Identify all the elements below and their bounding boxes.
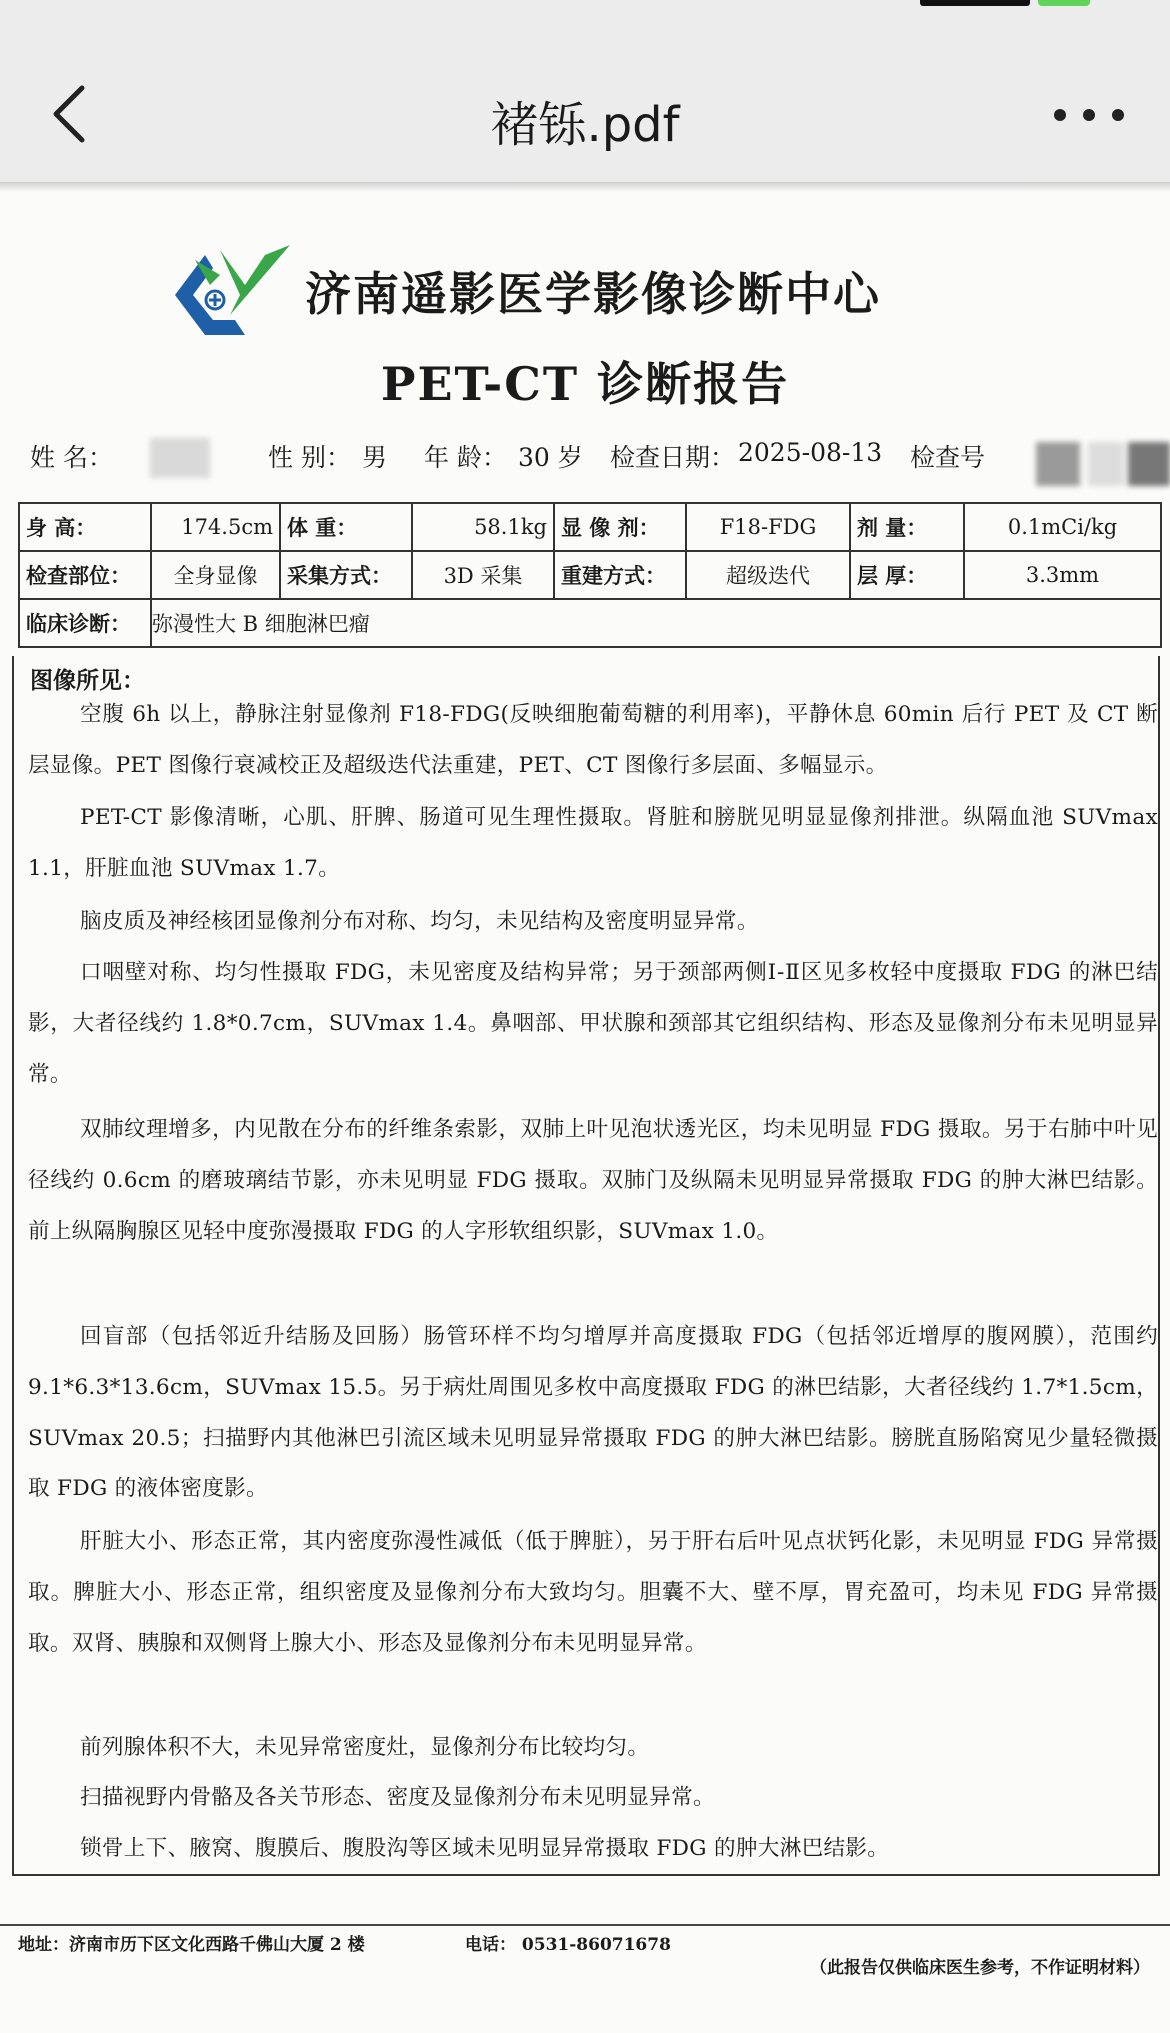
exam-number-redaction [1128,442,1170,486]
more-options-button[interactable] [1054,100,1124,130]
slice-label: 层 厚： [850,551,964,599]
footer-note: （此报告仅供临床医生参考，不作证明材料） [810,1958,1150,1978]
footer-address: 地址：济南市历下区文化西路千佛山大厦 2 楼 [18,1935,365,1955]
slice-value: 3.3mm [964,551,1161,599]
finding-paragraph: 前列腺体积不大，未见异常密度灶，显像剂分布比较均匀。 [80,1735,650,1760]
acquisition-value: 3D 采集 [412,551,554,599]
finding-paragraph: 肝脏大小、形态正常，其内密度弥漫性减低（低于脾脏），另于肝右后叶见点状钙化影，未见明显 FDG 异常摄取。脾脏大小、形态正常，组织密度及显像剂分布大致均匀。胆囊不大、壁不厚，胃充盈可，均未见 FDG 异常摄取。双肾、胰腺和双侧肾上腺大小、形态及显像剂分布未见明显异常。 [28,1529,1158,1656]
finding-paragraph: 空腹 6h 以上，静脉注射显像剂 F18-FDG(反映细胞葡萄糖的利用率)，平静休息 60min 后行 PET 及 CT 断层显像。PET 图像行衰减校正及超级迭代法重建，PET、CT 图像行多层面、多幅显示。 [28,702,1158,778]
finding-paragraph: 口咽壁对称、均匀性摄取 FDG，未见密度及结构异常；另于颈部两侧Ⅰ-Ⅱ区见多枚轻中度摄取 FDG 的淋巴结影，大者径线约 1.8*0.7cm，SUVmax 1.4。鼻咽部、甲状腺和颈部其它组织结构、形态及显像剂分布未见明显异常。 [28,960,1158,1087]
age-value: 30 岁 [518,443,583,472]
table-row [19,599,1161,647]
site-value: 全身显像 [151,551,280,599]
reconstruction-value: 超级迭代 [686,551,850,599]
dose-value: 0.1mCi/kg [964,503,1161,551]
clinical-diagnosis-value: 弥漫性大 B 细胞淋巴瘤 [151,599,1161,647]
agent-label: 显 像 剂： [554,503,686,551]
table-row [19,503,1161,551]
name-redaction [150,438,210,478]
more-dots-icon [1083,109,1095,121]
finding-paragraph: 双肺纹理增多，内见散在分布的纤维条索影，双肺上叶见泡状透光区，均未见明显 FDG 摄取。另于右肺中叶见径线约 0.6cm 的磨玻璃结节影，亦未见明显 FDG 摄取。双肺门及纵隔未见明显异常摄取 FDG 的肿大淋巴结影。前上纵隔胸腺区见轻中度弥漫摄取 FDG 的人字形软组织影，SUVmax 1.0。 [28,1117,1158,1244]
clinical-diagnosis-label: 临床诊断： [19,599,151,647]
exam-number-redaction [1036,442,1080,486]
weight-label: 体 重： [280,503,412,551]
more-dots-icon [1112,109,1124,121]
finding-paragraph: 脑皮质及神经核团显像剂分布对称、均匀，未见结构及密度明显异常。 [80,909,759,934]
findings-heading: 图像所见： [30,667,145,694]
age-label: 年 龄： [424,443,507,472]
hospital-logo-icon [165,240,295,340]
battery-icon [1038,0,1090,6]
exam-date-label: 检查日期： [610,443,736,472]
finding-paragraph: 锁骨上下、腋窝、腹膜后、腹股沟等区域未见明显异常摄取 FDG 的肿大淋巴结影。 [80,1836,890,1861]
report-title: PET-CT 诊断报告 [380,357,790,411]
more-dots-icon [1054,109,1066,121]
acquisition-label: 采集方式： [280,551,412,599]
height-value: 174.5cm [151,503,280,551]
page-shadow [0,182,1170,192]
gender-value: 男 [362,443,388,472]
name-label: 姓 名： [30,443,113,472]
document-title: 褚铄.pdf [490,97,680,153]
exam-number-redaction [1088,442,1124,486]
dose-label: 剂 量： [850,503,964,551]
exam-number-label: 检查号 [910,443,986,472]
table-row [19,551,1161,599]
footer-phone: 电话： 0531-86071678 [465,1935,671,1955]
signal-icon [920,0,1030,6]
status-bar [0,0,1170,22]
nav-bar [0,22,1170,182]
site-label: 检查部位： [19,551,151,599]
agent-value: F18-FDG [686,503,850,551]
height-label: 身 高： [19,503,151,551]
exam-date-value: 2025-08-13 [738,438,883,467]
center-name: 济南遥影医学影像诊断中心 [305,267,881,321]
finding-paragraph: 回盲部（包括邻近升结肠及回肠）肠管环样不均匀增厚并高度摄取 FDG（包括邻近增厚的腹网膜），范围约 9.1*6.3*13.6cm，SUVmax 15.5。另于病灶周围见多枚中高度摄取 FDG 的淋巴结影，大者径线约 1.7*1.5cm，SUVmax 20.5；扫描野内其他淋巴引流区域未见明显异常摄取 FDG 的肿大淋巴结影。膀胱直肠陷窝见少量轻微摄取 FDG 的液体密度影。 [28,1324,1158,1502]
finding-paragraph: 扫描视野内骨骼及各关节形态、密度及显像剂分布未见明显异常。 [80,1785,715,1810]
reconstruction-label: 重建方式： [554,551,686,599]
finding-paragraph: PET-CT 影像清晰，心肌、肝脾、肠道可见生理性摄取。肾脏和膀胱见明显显像剂排泄。纵隔血池 SUVmax 1.1，肝脏血池 SUVmax 1.7。 [28,805,1158,881]
footer-divider [0,1924,1170,1926]
weight-value: 58.1kg [412,503,554,551]
exam-info-table [18,502,1162,648]
gender-label: 性 别： [268,443,351,472]
